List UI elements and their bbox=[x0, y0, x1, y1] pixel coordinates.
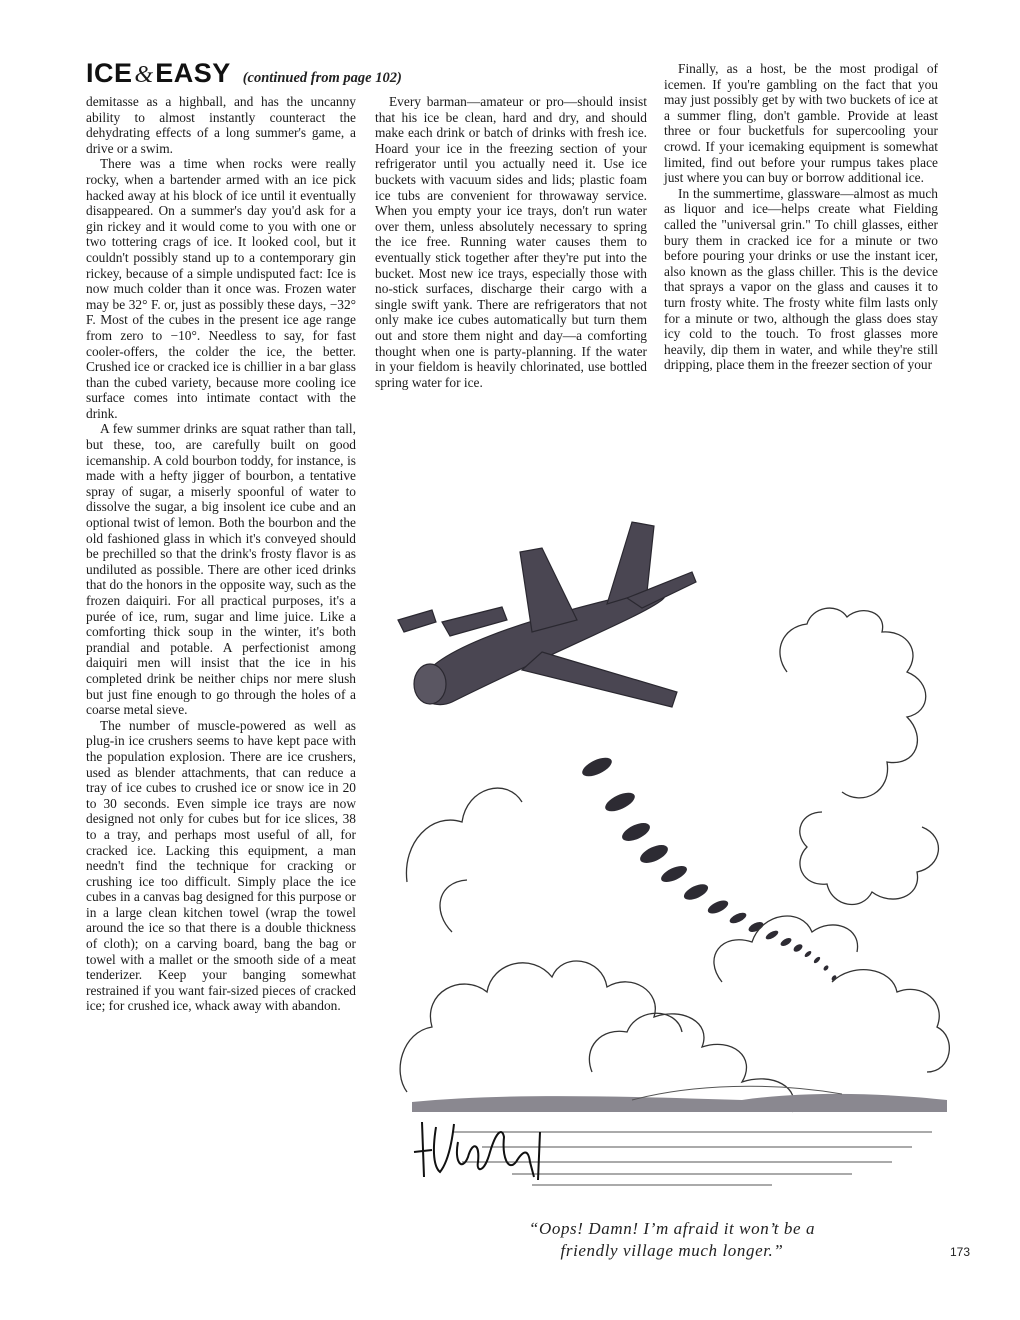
paragraph: Finally, as a host, be the most prodigal of icemen. If you're gambling on the fact that you may just possibly get by with two buckets of ice at a summer fling, don't gamble. Provide at least three or four bucketfuls for supercooling your crowd. If your icemaking equipment is somewhat limited, find out before your rumpus takes place just where you can buy or borrow additional ice. bbox=[664, 61, 938, 186]
bomber-plane-drawing bbox=[398, 522, 696, 707]
cartoon-caption bbox=[440, 1218, 904, 1262]
headline-ice: ICE bbox=[86, 58, 133, 88]
landscape-drawing bbox=[412, 1086, 947, 1185]
paragraph: demitasse as a highball, and has the uncanny ability to almost instantly counteract the dehydrating effects of a long summer's game, a drive or a swim. bbox=[86, 94, 356, 156]
paragraph: In the summertime, glassware—almost as much as liquor and ice—helps create what Fielding called the "universal grin." To chill glasses, either bury them in cracked ice for a minute or two before pouring your drinks or use the instant icer, also known as the glass chiller. This is the device that sprays a vapor on the glass and causes it to turn frosty white. The frosty white film lasts only for a minute or two, although the glass does stay icy cold to the touch. To frost glasses more heavily, dip them in water, and while they're still dripping, place them in the freezer section of your bbox=[664, 185, 938, 373]
falling-bombs-drawing bbox=[580, 754, 838, 982]
headline-ampersand: & bbox=[134, 62, 154, 88]
article-headline bbox=[86, 58, 402, 89]
paragraph: There was a time when rocks were really rocky, when a bartender armed with an ice pick hacked away at his block of ice until it eventually disappeared. On a summer's day you'd ask for a gin rickey and it would come to you with one or two tottering crags of ice. It looked cool, but it couldn't possibly stand up to a contemporary gin rickey, because of a simple undisputed fact: Ice is now much colder than it once was. Frozen water may be 32° F. or, just as possibly these days, −32° F. Most of the cubes in the present ice age range from zero to −10°. Needless to say, for fast cooler-offers, the colder the ice, the better. Crushed ice or cracked ice is chillier in a bar glass than the cubed variety, because more cooling ice surface comes into intimate contact with the drink. bbox=[86, 156, 356, 421]
text-column-3 bbox=[664, 61, 938, 373]
caption-line-1: “Oops! Damn! I’m afraid it won’t be a bbox=[528, 1219, 816, 1238]
text-column-1 bbox=[86, 94, 356, 1014]
caption-line-2: friendly village much longer.” bbox=[560, 1241, 784, 1260]
paragraph: Every barman—amateur or pro—should insist that his ice be clean, hard and dry, and should make each drink or batch of drinks with fresh ice. Hoard your ice in the freezing section of your refrigerator until you actually need it. Use ice buckets with vacuum sides and lids; plastic foam ice tubs are convenient for throwaway service. When you empty your ice trays, don't run water over them, unless absolutely necessary to spring the ice free. Running water causes them to eventually stick together after they're put into the bucket. Most new ice trays, especially those with no-stick surfaces, discharge their cargo with a single swift yank. There are refrigerators that not only make ice cubes automatically but turn them out and store them night and day—a comforting thought when one is party-planning. If the water in your fieldom is heavily chlorinated, use bottled spring water for ice. bbox=[375, 94, 647, 390]
paragraph: The number of muscle-powered as well as plug-in ice crushers seems to have kept pace with the population explosion. There are ice crushers, used as blender attachments, that can reduce a tray of ice cubes to crushed ice or snow ice in 20 to 30 seconds. Even simple ice trays are now designed not only for cubes but for ice slices, 38 to a tray, and perhaps most useful of all, for cracked ice. Lacking this equipment, a man needn't find the technique for cracking or crushing ice too difficult. Simply place the ice cubes in a canvas bag designed for this purpose or in a large clean kitchen towel (wrap the towel around the ice so that there is a double thickness of cloth); on a carving board, bang the bag or towel with a mallet or the smooth side of a meat tenderizer. Keep your banging somewhat restrained if you want fair-sized pieces of cracked ice; for crushed ice, whack away with abandon. bbox=[86, 717, 356, 1014]
text-column-2 bbox=[375, 94, 647, 390]
headline-easy: EASY bbox=[155, 58, 231, 88]
continued-note: (continued from page 102) bbox=[242, 70, 402, 86]
artist-signature-drawing bbox=[414, 1122, 540, 1180]
page-number: 173 bbox=[950, 1245, 971, 1259]
cartoon-illustration bbox=[392, 512, 952, 1212]
paragraph: A few summer drinks are squat rather than tall, but these, too, are carefully built on good icemanship. A cold bourbon toddy, for instance, is made with a hefty jigger of bourbon, a tentative spray of sugar, a miserly spoonful of water to dissolve the sugar, a big insolent ice cube and an optional twist of lemon. Both the bourbon and the old fashioned glass in which it's conveyed should be prechilled so that the drink's frosty flavor is as undiluted as possible. There are other iced drinks that do the honors in the opposite way, such as the frozen daiquiri. For all practical purposes, it's a purée of ice, rum, sugar and lime juice. Like a comforting thick soup in the winter, it's both prandial and potable. A perfectionist among daiquiri men will insist that the ice in his completed drink be neither chips nor mere slush but just fine enough to go through the holes of a coarse metal sieve. bbox=[86, 421, 356, 718]
